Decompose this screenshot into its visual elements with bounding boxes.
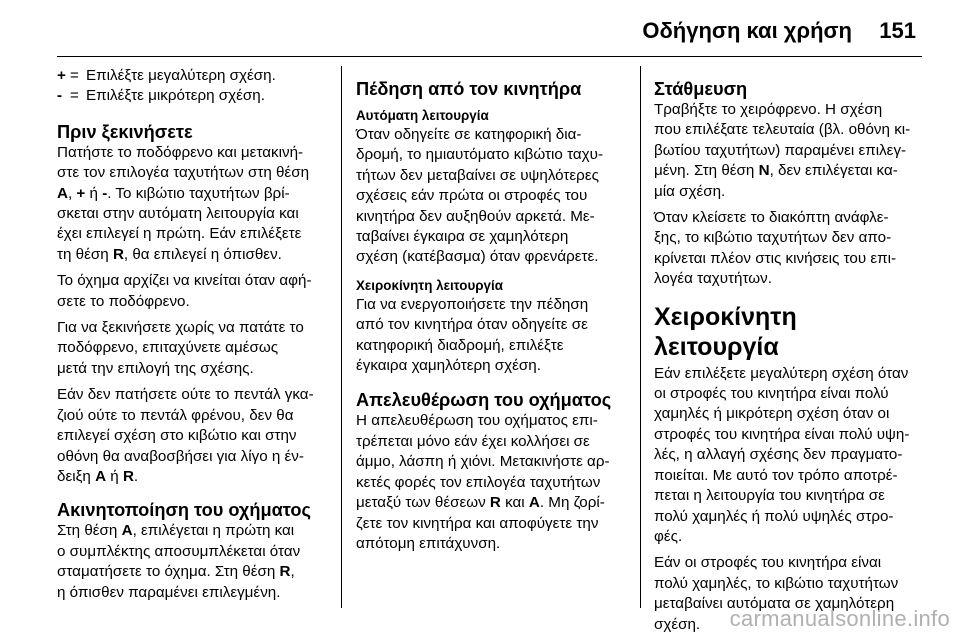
heading-vehicle-release: Απελευθέρωση του οχήματος bbox=[356, 390, 612, 411]
text-line: Εάν επιλέξετε μεγαλύτερη σχέση όταν bbox=[654, 364, 909, 382]
text-line bbox=[356, 493, 628, 513]
heading-engine-braking: Πέδηση από τον κινητήρα bbox=[356, 79, 582, 99]
text-line: ταβαίνει έγκαιρα σε χαμηλότερη bbox=[356, 228, 569, 246]
text-line: στροφές του κινητήρα είναι πολύ υψη- bbox=[654, 425, 910, 443]
text-line bbox=[57, 521, 329, 541]
gear-letter-r: R bbox=[112, 245, 124, 263]
text-fragment: μεταξύ των θέσεων bbox=[356, 494, 490, 512]
column-divider-2 bbox=[640, 66, 641, 608]
paragraph-start-4 bbox=[57, 385, 329, 487]
text-line bbox=[57, 184, 329, 204]
equals-sign: = bbox=[70, 87, 79, 105]
text-line: ξης, το κιβώτιο ταχυτήτων δεν απο- bbox=[654, 229, 892, 247]
text-fragment: . Το κιβώτιο ταχυτήτων βρί- bbox=[107, 184, 290, 202]
definition-row-plus bbox=[57, 66, 329, 86]
plus-symbol: + bbox=[76, 184, 86, 202]
paragraph-parking-2 bbox=[654, 208, 928, 290]
text-line: λές, η αλλαγή σχέσης δεν πραγματο- bbox=[654, 446, 903, 464]
minus-symbol: - bbox=[102, 184, 108, 202]
text-fragment: , επιλέγεται η πρώτη και bbox=[132, 522, 295, 540]
gear-letter-a: A bbox=[57, 184, 68, 202]
gear-letter-n: N bbox=[758, 162, 770, 180]
text-line: φές. bbox=[654, 527, 683, 545]
text-fragment: , δεν επιλέγεται κα- bbox=[769, 162, 898, 180]
gear-letter-r: R bbox=[279, 563, 291, 581]
text-line bbox=[57, 245, 329, 265]
text-line: άμμο, λάσπη ή χιόνι. Μετακινήστε αρ- bbox=[356, 453, 610, 471]
paragraph-manual-mode bbox=[356, 295, 628, 377]
text-line: πεται η λειτουργία του κινητήρα σε bbox=[654, 487, 885, 505]
text-fragment: δειξη bbox=[57, 467, 96, 485]
text-line: σετε το ποδόφρενο. bbox=[57, 292, 190, 310]
text-fragment: , bbox=[290, 563, 295, 581]
text-line: έγκαιρα χαμηλότερη σχέση. bbox=[356, 357, 541, 375]
text-line: από τον κινητήρα όταν οδηγείτε σε bbox=[356, 316, 588, 334]
paragraph-manual-1 bbox=[654, 364, 928, 548]
equals-sign: = bbox=[70, 67, 79, 84]
text-line: σχέση. bbox=[654, 615, 701, 633]
text-line: Τραβήξτε το χειρόφρενο. Η σχέση bbox=[654, 101, 883, 118]
definition-row-minus bbox=[57, 86, 329, 106]
gear-letter-a: A bbox=[95, 467, 107, 485]
page-header bbox=[0, 0, 960, 56]
plus-symbol: + bbox=[57, 67, 66, 84]
text-line: Η απελευθέρωση του οχήματος επι- bbox=[356, 412, 598, 430]
text-line: τήτων δεν μεταβαίνει σε υψηλότερες bbox=[356, 166, 599, 184]
heading-manual-operation: Χειροκίνητη λειτουργία bbox=[654, 302, 797, 361]
text-line: έχει επιλεγεί η πρώτη. Εάν επιλέξετε bbox=[57, 225, 302, 243]
paragraph-start-1 bbox=[57, 143, 329, 265]
text-line: κρίνεται πλέον στις κινήσεις του επι- bbox=[654, 249, 897, 267]
text-line: κατηφορική διαδρομή, επιλέξτε bbox=[356, 336, 564, 354]
header-divider bbox=[57, 56, 922, 57]
paragraph-start-3 bbox=[57, 318, 329, 379]
text-fragment: μένη. Στη θέση bbox=[654, 162, 759, 180]
watermark: carmanualsonline.info bbox=[729, 606, 950, 631]
text-fragment: Στη θέση bbox=[57, 522, 122, 540]
text-line: Όταν οδηγείτε σε κατηφορική δια- bbox=[356, 126, 582, 143]
text-line: σκεται στην αυτόματη λειτουργία και bbox=[57, 205, 299, 223]
text-line: χαμηλές ή μικρότερη σχέση όταν οι bbox=[654, 405, 890, 423]
text-line: Για να ξεκινήσετε χωρίς να πατάτε το bbox=[57, 319, 304, 337]
text-line: Όταν κλείσετε το διακόπτη ανάφλε- bbox=[654, 209, 889, 227]
column-2 bbox=[356, 66, 628, 554]
text-line: πολύ χαμηλές, το κιβώτιο ταχυτήτων bbox=[654, 574, 899, 592]
text-line: μεταβαίνει αυτόματα σε χαμηλότερη bbox=[654, 595, 895, 613]
text-fragment: . bbox=[133, 467, 139, 485]
text-line: λογέα ταχυτήτων. bbox=[654, 270, 772, 288]
text-line: μετά την επιλογή της σχέσης. bbox=[57, 359, 254, 377]
gear-letter-r: R bbox=[122, 467, 134, 485]
text-line bbox=[57, 467, 329, 487]
text-line: κετές φορές τον επιλογέα ταχυτήτων bbox=[356, 473, 601, 491]
text-line: Το όχημα αρχίζει να κινείται όταν αφή- bbox=[57, 272, 312, 290]
text-line: η όπισθεν παραμένει επιλεγμένη. bbox=[57, 583, 281, 601]
gear-letter-r: R bbox=[489, 494, 501, 512]
paragraph-vehicle-release bbox=[356, 411, 628, 554]
text-fragment: , bbox=[67, 184, 77, 202]
text-line: που επιλέξατε τελευταία (βλ. οθόνη κι- bbox=[654, 121, 911, 139]
text-line: κινητήρα δεν αυξηθούν αρκετά. Με- bbox=[356, 207, 595, 225]
chapter-title: Οδήγηση και χρήση bbox=[642, 18, 852, 43]
text-line: πολύ χαμηλές ή πολύ υψηλές στρο- bbox=[654, 507, 894, 525]
text-line: επιλεγεί σχέση στο κιβώτιο και στην bbox=[57, 427, 297, 445]
text-line: Εάν δεν πατήσετε ούτε το πεντάλ γκα- bbox=[57, 386, 314, 404]
text-fragment: και bbox=[500, 494, 529, 512]
text-line: απότομη επιτάχυνση. bbox=[356, 534, 501, 552]
text-line: βωτίου ταχυτήτων) παραμένει επιλεγ- bbox=[654, 141, 907, 159]
text-line: Εάν οι στροφές του κινητήρα είναι bbox=[654, 554, 882, 572]
text-line: ποδόφρενο, επιταχύνετε αμέσως bbox=[57, 339, 279, 357]
text-fragment: ή bbox=[106, 467, 123, 485]
paragraph-parking-1 bbox=[654, 100, 928, 202]
gear-letter-a: A bbox=[528, 494, 540, 512]
text-line: Για να ενεργοποιήσετε την πέδηση bbox=[356, 295, 589, 313]
text-line: στε τον επιλογέα ταχυτήτων στη θέση bbox=[57, 164, 310, 182]
text-line: ποιείται. Με αυτό τον τρόπο αποτρέ- bbox=[654, 466, 898, 484]
page-number: 151 bbox=[879, 18, 916, 43]
paragraph-start-2 bbox=[57, 271, 329, 312]
minus-symbol: - bbox=[57, 87, 63, 105]
text-line: δρομή, το ημιαυτόματο κιβώτιο ταχυ- bbox=[356, 146, 603, 164]
paragraph-automatic-mode bbox=[356, 125, 628, 268]
paragraph-stopping bbox=[57, 521, 329, 603]
heading-stopping-vehicle: Ακινητοποίηση του οχήματος bbox=[57, 500, 311, 521]
text-fragment: , θα επιλεγεί η όπισθεν. bbox=[123, 245, 282, 263]
heading-before-starting: Πριν ξεκινήσετε bbox=[57, 121, 193, 142]
text-line: σχέσεις εάν πρώτα οι στροφές του bbox=[356, 187, 588, 205]
text-line: οθόνη θα αναβοσβήσει για λίγο η έν- bbox=[57, 447, 304, 465]
heading-parking: Στάθμευση bbox=[654, 79, 748, 99]
text-line: οι στροφές του κινητήρα είναι πολύ bbox=[654, 385, 889, 403]
column-3 bbox=[654, 66, 928, 635]
column-1 bbox=[57, 66, 329, 603]
definition-text: Επιλέξτε μεγαλύτερη σχέση. bbox=[86, 67, 276, 84]
subheading-manual-mode: Χειροκίνητη λειτουργία bbox=[356, 277, 503, 293]
text-line: ζιού ούτε το πεντάλ φρένου, δεν θα bbox=[57, 406, 294, 424]
text-fragment: ή bbox=[85, 184, 103, 202]
text-line: σχέση (κατέβασμα) όταν φρενάρετε. bbox=[356, 248, 599, 266]
text-line: Πατήστε το ποδόφρενο και μετακινή- bbox=[57, 143, 304, 161]
gear-letter-a: A bbox=[121, 522, 133, 540]
text-fragment: σταματήσετε το όχημα. Στη θέση bbox=[57, 563, 280, 581]
text-line: τρέπεται μόνο εάν έχει κολλήσει σε bbox=[356, 432, 590, 450]
text-line bbox=[654, 161, 928, 181]
text-line: ζετε τον κινητήρα και αποφύγετε την bbox=[356, 514, 599, 532]
text-line bbox=[57, 562, 329, 582]
subheading-automatic-mode: Αυτόματη λειτουργία bbox=[356, 108, 489, 123]
column-divider-1 bbox=[341, 66, 342, 608]
text-fragment: τη θέση bbox=[57, 245, 113, 263]
definition-text: Επιλέξτε μικρότερη σχέση. bbox=[86, 87, 265, 105]
text-fragment: . Μη ζορί- bbox=[539, 494, 605, 512]
text-line: μία σχέση. bbox=[654, 182, 726, 200]
text-line: ο συμπλέκτης αποσυμπλέκεται όταν bbox=[57, 542, 301, 560]
